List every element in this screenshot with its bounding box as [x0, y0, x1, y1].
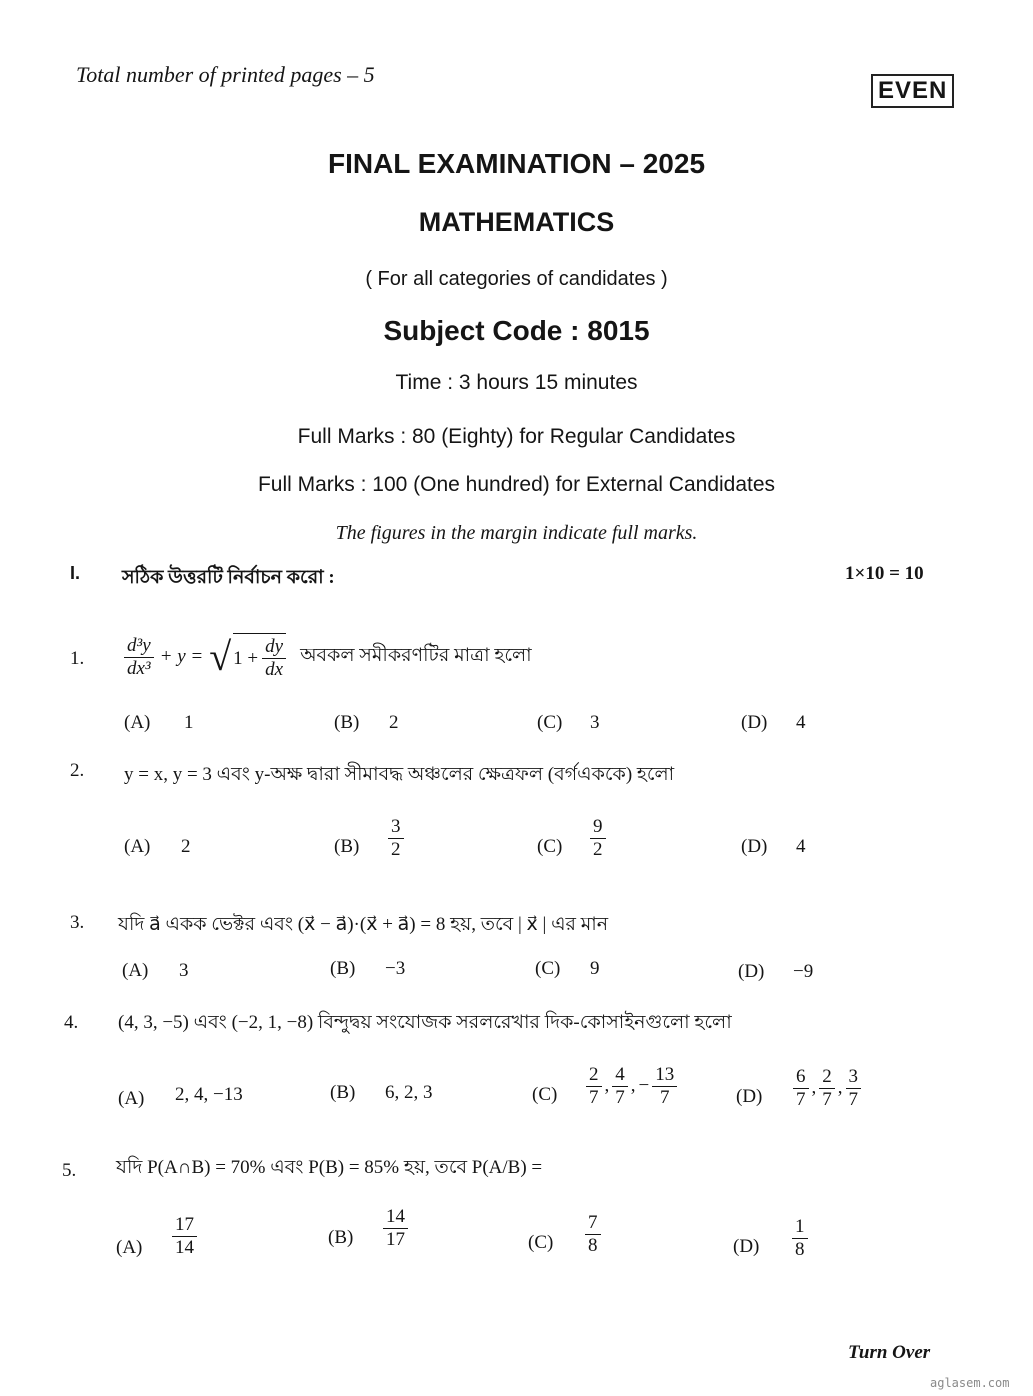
fraction-denominator: dx: [265, 659, 284, 680]
fraction-denominator: 7: [822, 1088, 832, 1110]
option-label: (A): [124, 836, 151, 857]
option-value: [793, 1066, 861, 1111]
fraction-numerator: 7: [585, 1212, 601, 1235]
separator: ,: [837, 1077, 843, 1099]
question-number: 2.: [70, 760, 85, 781]
section-number: I.: [70, 563, 81, 583]
equation-middle: + y =: [159, 646, 204, 667]
question-1-equation: [124, 625, 532, 689]
separator: ,: [630, 1075, 636, 1097]
option-label: (D): [741, 712, 768, 733]
minus-sign: −: [638, 1075, 650, 1097]
fraction-denominator: 7: [848, 1088, 858, 1110]
fraction: [612, 1064, 628, 1109]
fraction-denominator: 14: [175, 1236, 194, 1258]
option-value: [586, 1064, 677, 1109]
candidate-category: ( For all categories of candidates ): [365, 268, 668, 290]
full-marks-external: Full Marks : 100 (One hundred) for External Candidates: [257, 473, 776, 496]
option-label: (D): [741, 836, 768, 857]
watermark: aglasem.com: [930, 1376, 1010, 1390]
fraction-numerator: 14: [383, 1206, 408, 1229]
option-value: [383, 1206, 408, 1251]
option-value: 3: [590, 712, 600, 733]
option-label: (B): [328, 1227, 354, 1248]
question-text: যদি a⃗ একক ভেক্টর এবং (x⃗ − a⃗)·(x⃗ + a⃗) = 8 হয়, তবে | x⃗ | এর মান: [118, 914, 609, 935]
fraction-numerator: 2: [819, 1066, 835, 1089]
option-label: (A): [118, 1088, 145, 1109]
option-label: (D): [733, 1236, 760, 1257]
option-value: [792, 1216, 808, 1261]
root-fraction: [262, 636, 286, 681]
option-label: (D): [738, 961, 765, 982]
fraction-numerator: d³y: [124, 635, 154, 658]
fraction-numerator: 2: [586, 1064, 602, 1087]
fraction-numerator: 17: [172, 1214, 197, 1237]
subject-code: Subject Code : 8015: [383, 315, 650, 346]
option-value: [388, 816, 404, 861]
fraction-denominator: 2: [593, 838, 603, 860]
root-constant: 1 +: [233, 647, 259, 669]
section-marks: 1×10 = 10: [845, 563, 924, 584]
fraction-numerator: 6: [793, 1066, 809, 1089]
fraction: [586, 1064, 602, 1109]
derivative-fraction: [124, 635, 154, 680]
fraction: [388, 816, 404, 861]
fraction: [793, 1066, 809, 1111]
option-label: (C): [528, 1232, 554, 1253]
option-label: (B): [334, 712, 360, 733]
subject-title: MATHEMATICS: [418, 207, 615, 237]
root-content: [233, 633, 286, 681]
question-number: 1.: [70, 648, 85, 669]
fraction: [590, 816, 606, 861]
option-value: −3: [385, 958, 406, 979]
set-label-badge: EVEN: [871, 74, 954, 108]
option-value: 6, 2, 3: [385, 1082, 433, 1103]
option-value: 3: [179, 960, 189, 981]
fraction-denominator: 8: [588, 1234, 598, 1256]
separator: ,: [811, 1077, 817, 1099]
exam-title: FINAL EXAMINATION – 2025: [327, 148, 706, 179]
separator: ,: [604, 1075, 610, 1097]
question-text: y = x, y = 3 এবং y-অক্ষ দ্বারা সীমাবদ্ধ অঞ্চলের ক্ষেত্রফল (বর্গএককে) হলো: [124, 764, 675, 785]
fraction: [819, 1066, 835, 1111]
fraction-numerator: 4: [612, 1064, 628, 1087]
fraction-numerator: 1: [792, 1216, 808, 1239]
option-label: (B): [334, 836, 360, 857]
fraction: [383, 1206, 408, 1251]
fraction-numerator: 3: [846, 1066, 862, 1089]
option-label: (A): [116, 1237, 143, 1258]
question-number: 3.: [70, 912, 85, 933]
option-label: (C): [537, 836, 563, 857]
option-value: [172, 1214, 197, 1259]
option-label: (A): [122, 960, 149, 981]
square-root-icon: √: [209, 634, 232, 679]
turn-over-note: Turn Over: [848, 1342, 931, 1363]
option-value: 1: [184, 712, 194, 733]
option-label: (C): [537, 712, 563, 733]
question-number: 4.: [64, 1012, 79, 1033]
option-value: −9: [793, 961, 814, 982]
option-value: 4: [796, 836, 806, 857]
total-pages-note: Total number of printed pages – 5: [76, 62, 375, 87]
fraction: [172, 1214, 197, 1259]
option-label: (A): [124, 712, 151, 733]
fraction-denominator: dx³: [127, 657, 151, 679]
margin-note: The figures in the margin indicate full marks.: [335, 522, 698, 544]
option-value: [590, 816, 606, 861]
option-label: (B): [330, 958, 356, 979]
question-number: 5.: [62, 1160, 77, 1181]
fraction: [585, 1212, 601, 1257]
question-text: অবকল সমীকরণটির মাত্রা হলো: [300, 645, 532, 666]
option-value: 9: [590, 958, 600, 979]
option-value: 4: [796, 712, 806, 733]
question-text: (4, 3, −5) এবং (−2, 1, −8) বিন্দুদ্বয় সংযোজক সরলরেখার দিক-কোসাইনগুলো হলো: [118, 1012, 732, 1033]
exam-time: Time : 3 hours 15 minutes: [395, 371, 638, 394]
fraction-denominator: 7: [796, 1088, 806, 1110]
option-label: (C): [532, 1084, 558, 1105]
section-instruction: সঠিক উত্তরটি নির্বাচন করো :: [122, 567, 335, 588]
option-value: 2: [389, 712, 399, 733]
fraction-denominator: 7: [659, 1086, 670, 1108]
fraction-numerator: 9: [590, 816, 606, 839]
full-marks-regular: Full Marks : 80 (Eighty) for Regular Candidates: [297, 425, 736, 448]
fraction: [652, 1064, 677, 1109]
option-value: 2, 4, −13: [175, 1084, 243, 1105]
option-value: [585, 1212, 601, 1257]
fraction-denominator: 7: [589, 1086, 599, 1108]
fraction-denominator: 2: [391, 838, 401, 860]
fraction-denominator: 7: [615, 1086, 625, 1108]
option-label: (B): [330, 1082, 356, 1103]
option-label: (C): [535, 958, 561, 979]
question-text: যদি P(A∩B) = 70% এবং P(B) = 85% হয়, তবে P(A/B) =: [116, 1157, 543, 1178]
fraction-denominator: 8: [795, 1238, 805, 1260]
fraction-numerator: dy: [262, 636, 286, 659]
option-label: (D): [736, 1086, 763, 1107]
fraction-denominator: 17: [386, 1228, 405, 1250]
option-value: 2: [181, 836, 191, 857]
fraction-numerator: 3: [388, 816, 404, 839]
fraction-numerator: 13: [652, 1064, 677, 1087]
fraction: [792, 1216, 808, 1261]
fraction: [846, 1066, 862, 1111]
